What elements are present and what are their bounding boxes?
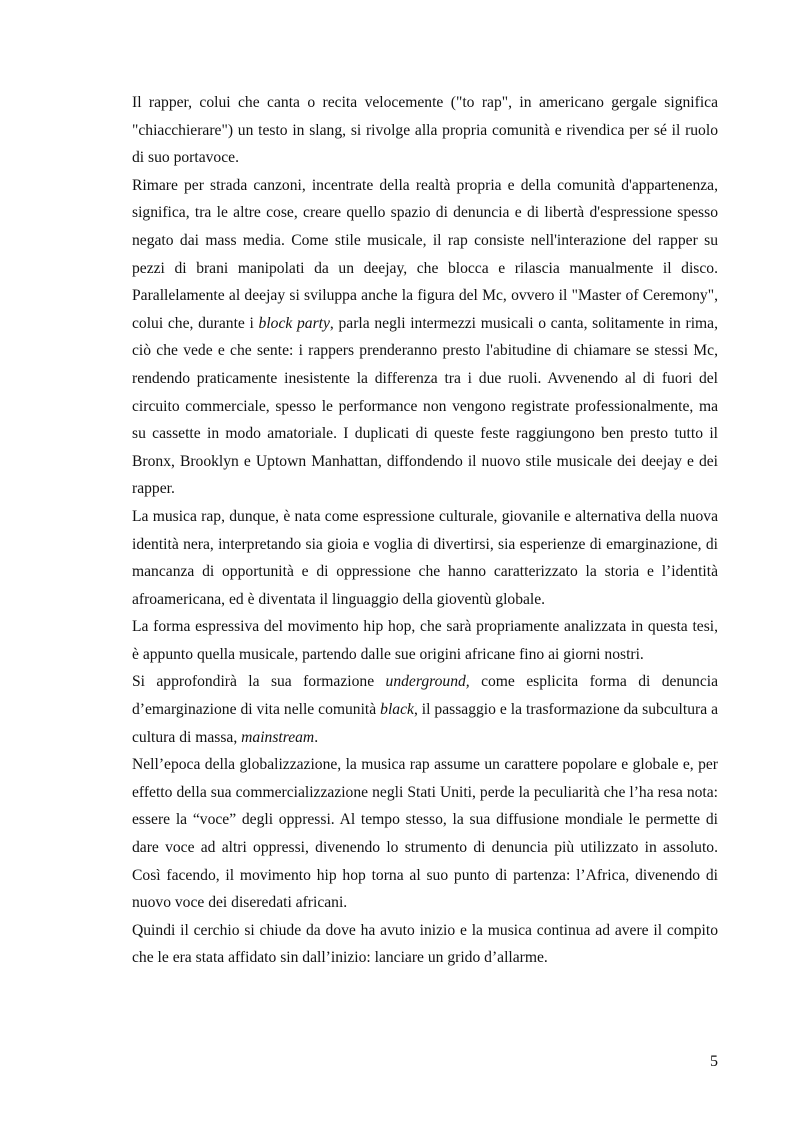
paragraph-3 [132, 503, 718, 613]
page-number: 5 [710, 1053, 718, 1070]
document-body [132, 89, 718, 972]
paragraph-2-italic-block-party: block party [258, 314, 330, 332]
paragraph-2-text-b: , parla negli intermezzi musicali o canta, solitamente in rima, ciò che vede e che sente: i rappers prenderanno presto l'abitudine di chiamare se stessi Mc, rendendo praticamente inesistente la differenza tra i due ruoli. Avvenendo al di fuori del circuito commerciale, spesso le performance non vengono registrate professionalmente, ma su cassette in modo amatoriale. I duplicati di queste feste raggiungono ben presto tutto il Bronx, Brooklyn e Uptown Manhattan, diffondendo il nuovo stile musicale dei deejay e dei rapper. [132, 314, 719, 498]
paragraph-6 [132, 751, 718, 917]
paragraph-6-text: Nell’epoca della globalizzazione, la musica rap assume un carattere popolare e globale e, per effetto della sua commercializzazione negli Stati Uniti, perde la peculiarità che l’ha resa nota: essere la “voce” degli oppressi. Al tempo stesso, la sua diffusione mondiale le permette di dare voce ad altri oppressi, divenendo lo strumento di denuncia più utilizzato in assoluto. Così facendo, il movimento hip hop torna al suo punto di partenza: l’Africa, divenendo di nuovo voce dei diseredati africani. [132, 756, 718, 912]
paragraph-5-italic-mainstream: mainstream [241, 728, 315, 746]
paragraph-7 [132, 917, 718, 972]
paragraph-2 [132, 172, 718, 503]
paragraph-2-text-a: Rimare per strada canzoni, incentrate della realtà propria e della comunità d'appartenenza, significa, tra le altre cose, creare quello spazio di denuncia e di libertà d'espressione spesso negato dai mass media. Come stile musicale, il rap consiste nell'interazione del rapper su pezzi di brani manipolati da un deejay, che blocca e rilascia manualmente il disco. Parallelamente al deejay si sviluppa anche la figura del Mc, ovvero il "Master of Ceremony", colui che, durante i [132, 176, 718, 332]
paragraph-4 [132, 613, 718, 668]
paragraph-5-italic-black: black [380, 701, 414, 719]
paragraph-4-text: La forma espressiva del movimento hip hop, che sarà propriamente analizzata in questa tesi, è appunto quella musicale, partendo dalle sue origini africane fino ai giorni nostri. [132, 618, 718, 663]
paragraph-5-italic-underground: underground, [385, 673, 470, 691]
paragraph-5-text-b: come esplicita forma di denuncia d’emarginazione di vita nelle comunità [132, 673, 718, 719]
paragraph-5-text-a: Si approfondirà la sua formazione [132, 673, 386, 691]
paragraph-1-text: Il rapper, colui che canta o recita velocemente ("to rap", in americano gergale significa "chiacchierare") un testo in slang, si rivolge alla propria comunità e rivendica per sé il ruolo di suo portavoce. [132, 94, 718, 167]
paragraph-5 [132, 668, 718, 751]
paragraph-5-text-d: . [314, 728, 319, 746]
paragraph-3-text: La musica rap, dunque, è nata come espressione culturale, giovanile e alternativa della nuova identità nera, interpretando sia gioia e voglia di divertirsi, sia esperienze di emarginazione, di mancanza di opportunità e di oppressione che hanno caratterizzato la storia e l’identità afroamericana, ed è diventata il linguaggio della gioventù globale. [132, 507, 718, 608]
paragraph-1 [132, 89, 718, 172]
paragraph-7-text: Quindi il cerchio si chiude da dove ha avuto inizio e la musica continua ad avere il compito che le era stata affidato sin dall’inizio: lanciare un grido d’allarme. [132, 921, 718, 967]
paragraph-5-text-c: , il passaggio e la trasformazione da subcultura a cultura di massa, [132, 701, 718, 746]
